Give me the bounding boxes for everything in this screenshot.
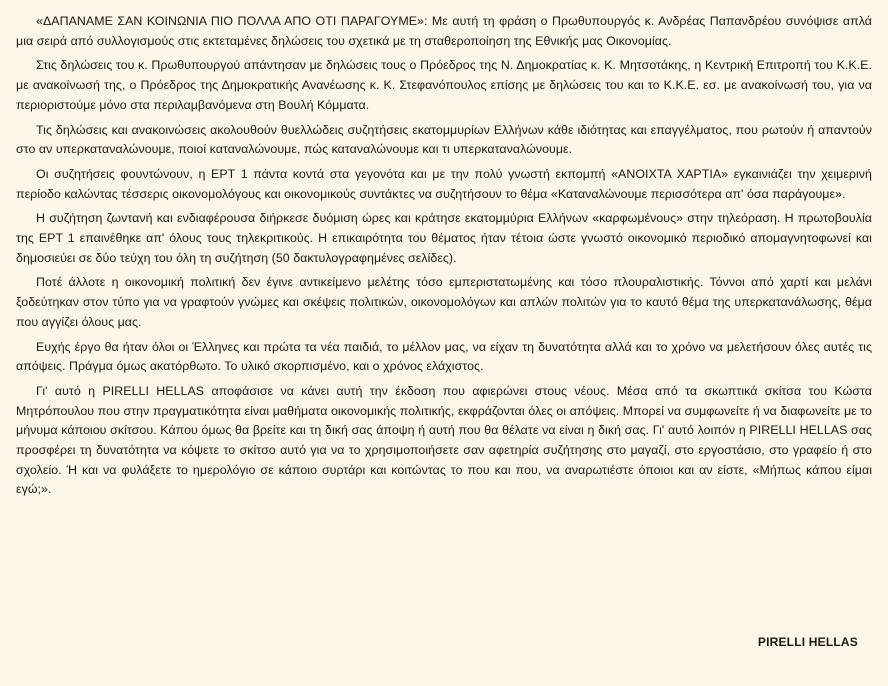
paragraph-6: Ποτέ άλλοτε η οικονομική πολιτική δεν έγινε αντικείμενο μελέτης τόσο εμπεριστατωμένης και τόσο πλουραλιστικής. Τόννοι από χαρτί και μελάνι ξοδεύτηκαν στον τύπο για να γραφτούν γνώμες και σκέψεις πολιτικών, οικονομολόγων και απλών πολιτών για το καυτό θέμα της υπερκατανάλωσης, θέμα που αγγίζει όλους μας. — [16, 275, 872, 329]
paragraph-5: Η συζήτηση ζωντανή και ενδιαφέρουσα διήρκεσε δυόμιση ώρες και κράτησε εκατομμύρια Ελλήνων «καρφωμένους» στην τηλεόραση. Η πρωτοβουλία της ΕΡΤ 1 επαινέθηκε απ' όλους τους τηλεκριτικούς. Η επικαιρότητα του θέματος ήταν τέτοια ώστε γνωστό οικονομικό περιοδικό απομαγνητοφωνεί και δημοσιεύει σε δύο τεύχη του όλη τη συζήτηση (50 δακτυλογραφημένες σελίδες). — [16, 211, 872, 265]
signature: PIRELLI HELLAS — [757, 635, 858, 649]
paragraph-7: Ευχής έργο θα ήταν όλοι οι Έλληνες και πρώτα τα νέα παιδιά, το μέλλον μας, να είχαν τη δυνατότητα αλλά και το χρόνο να μελετήσουν όλες αυτές τις απόψεις. Πράγμα όμως ακατόρθωτο. Το υλικό σκορπισμένο, και ο χρόνος ελάχιστος. — [16, 339, 872, 374]
paragraph-2: Στις δηλώσεις του κ. Πρωθυπουργού απάντησαν με δηλώσεις τους ο Πρόεδρος της Ν. Δημοκρατίας κ. Κ. Μητσοτάκης, η Κεντρική Επιτροπή του Κ.Κ.Ε. με ανακοίνωσή της, ο Πρόεδρος της Δημοκρατικής Ανανέωσης κ. Κ. Στεφανόπουλος επίσης με δηλώσεις του και το Κ.Κ.Ε. εσ. με ανακοίνωσή του, για να περιοριστούμε μόνο στα περιλαμβανόμενα στη Βουλή Κόμματα. — [16, 58, 872, 112]
paragraph-4: Οι συζητήσεις φουντώνουν, η ΕΡΤ 1 πάντα κοντά στα γεγονότα και με την πολύ γνωστή εκπομπή «ΑΝΟΙΧΤΑ ΧΑΡΤΙΑ» εγκαινιάζει την χειμερινή περίοδο καλώντας τέσσερις οικονομολόγους και οικονομικούς συντάκτες να συζητήσουν το θέμα «Καταναλώνουμε περισσότερα απ' όσα παράγουμε». — [16, 166, 872, 201]
paragraph-8: Γι' αυτό η PIRELLI HELLAS αποφάσισε να κάνει αυτή την έκδοση που αφιερώνει στους νέους. Μέσα από τα σκωπτικά σκίτσα του Κώστα Μητρόπουλου που στην πραγματικότητα είναι μαθήματα οικονομικής πολιτικής, εκφράζονται όλες οι απόψεις. Μπορεί να συμφωνείτε ή να διαφωνείτε με το μήνυμα κάποιου σκίτσου. Κάπου όμως θα βρείτε και τη δική σας άποψη ή αυτή που θα θέλατε να είναι η δική σας. Γι' αυτό λοιπόν η PIRELLI HELLAS σας προσφέρει τη δυνατότητα να κόψετε το σκίτσο αυτό για να το χρησιμοποιήσετε σαν αφετηρία συζήτησης στο μαγαζί, στο εργοστάσιο, στο γραφείο ή στο σχολείο. Ή και να φυλάξετε το ημερολόγιο σε κάποιο συρτάρι και κοιτώντας το που και που, να αναρωτιέστε όποιοι και αν είστε, «Μήπως κάπου είμαι εγώ;». — [16, 383, 872, 497]
paragraph-1: «ΔΑΠΑΝΑΜΕ ΣΑΝ ΚΟΙΝΩΝΙΑ ΠΙΟ ΠΟΛΛΑ ΑΠΟ ΟΤΙ ΠΑΡΑΓΟΥΜΕ»: Με αυτή τη φράση ο Πρωθυπουργός κ. Ανδρέας Παπανδρέου συνόψισε απλά μια σειρά από συλλογισμούς στις εκτεταμένες δηλώσεις του σχετικά με τη σταθεροποίηση της Εθνικής μας Οικονομίας. — [16, 14, 872, 48]
paragraph-3: Τις δηλώσεις και ανακοινώσεις ακολουθούν θυελλώδεις συζητήσεις εκατομμυρίων Ελλήνων κάθε ιδιότητας και επαγγέλματος, που ρωτούν ή απαντούν στο αν υπερκαταναλώνουμε, ποιοί καταναλώνουμε, πώς καταναλώνουμε και τι υπερκαταναλώνουμε. — [16, 122, 872, 157]
